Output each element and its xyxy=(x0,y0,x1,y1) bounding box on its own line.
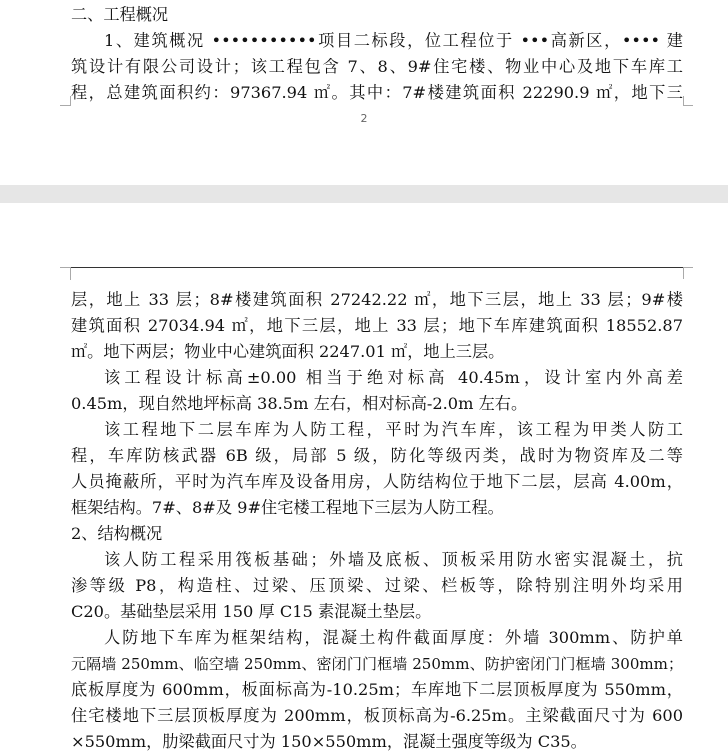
paragraph-line: 框架结构。7#、8#及 9#住宅楼工程地下三层为人防工程。 xyxy=(71,498,504,517)
margin-corner-mark xyxy=(60,105,70,116)
page-gap xyxy=(0,185,728,203)
paragraph-line: 元隔墙 250mm、临空墙 250mm、密闭门门框墙 250mm、防护密闭门门框墙 300mm； xyxy=(71,655,683,673)
margin-corner-mark xyxy=(60,257,70,268)
paragraph-line: 0.45m，现自然地坪标高 38.5m 左右，相对标高-2.0m 左右。 xyxy=(71,394,528,413)
paragraph-line: 该工程设计标高±0.00 相当于绝对标高 40.45m，设计室内外高差 xyxy=(104,368,683,387)
section-heading: 二、工程概况 xyxy=(71,5,169,24)
paragraph-line: 渗等级 P8，构造柱、过梁、压顶梁、过梁、栏板等，除特别注明外均采用 xyxy=(71,576,683,595)
page-number: 2 xyxy=(360,112,368,125)
paragraph-line: ㎡。地下两层；物业中心建筑面积 2247.01 ㎡，地上三层。 xyxy=(71,342,505,361)
document-page-1 xyxy=(0,0,728,185)
margin-corner-mark xyxy=(683,267,684,279)
margin-corner-mark xyxy=(70,267,71,280)
section-heading: 2、结构概况 xyxy=(71,524,163,543)
paragraph-line: C20。基础垫层采用 150 厚 C15 素混凝土垫层。 xyxy=(71,602,432,621)
paragraph-line: 筑设计有限公司设计；该工程包含 7、8、9#住宅楼、物业中心及地下车库工 xyxy=(71,57,683,76)
paragraph-line: 该人防工程采用筏板基础；外墙及底板、顶板采用防水密实混凝土，抗 xyxy=(104,550,683,569)
paragraph-line: 底板厚度为 600mm，板面标高为-10.25m；车库地下二层顶板厚度为 550mm， xyxy=(71,680,683,699)
paragraph-line: 程，车库防核武器 6B 级，局部 5 级，防化等级丙类，战时为物资库及二等 xyxy=(71,446,683,465)
paragraph-line: 住宅楼地下三层顶板厚度为 200mm，板顶标高为-6.25m。主梁截面尺寸为 600 xyxy=(71,706,683,725)
paragraph-line: 程，总建筑面积约：97367.94 ㎡。其中：7#楼建筑面积 22290.9 ㎡，地下三 xyxy=(71,83,683,102)
paragraph-line: 人员掩蔽所，平时为汽车库及设备用房，人防结构位于地下二层，层高 4.00m， xyxy=(71,472,683,491)
document-page-2 xyxy=(0,203,728,751)
paragraph-line: 人防地下车库为框架结构，混凝土构件截面厚度：外墙 300mm、防护单 xyxy=(104,628,683,647)
paragraph-line: 建筑面积 27034.94 ㎡，地下三层，地上 33 层；地下车库建筑面积 18552.87 xyxy=(71,316,683,335)
paragraph-line: 1、建筑概况 •••••••••••项目二标段，位工程位于 •••高新区，•••• 建 xyxy=(104,31,683,50)
margin-corner-mark xyxy=(683,105,693,116)
header-rule xyxy=(71,267,683,268)
paragraph-line: ×550mm，肋梁截面尺寸为 150×550mm，混凝土强度等级为 C35。 xyxy=(71,732,587,751)
margin-corner-mark xyxy=(683,257,693,268)
paragraph-line: 该工程地下二层车库为人防工程，平时为汽车库，该工程为甲类人防工 xyxy=(104,420,683,439)
paragraph-line: 层，地上 33 层；8#楼建筑面积 27242.22 ㎡，地下三层，地上 33 层；9#楼 xyxy=(71,290,683,309)
